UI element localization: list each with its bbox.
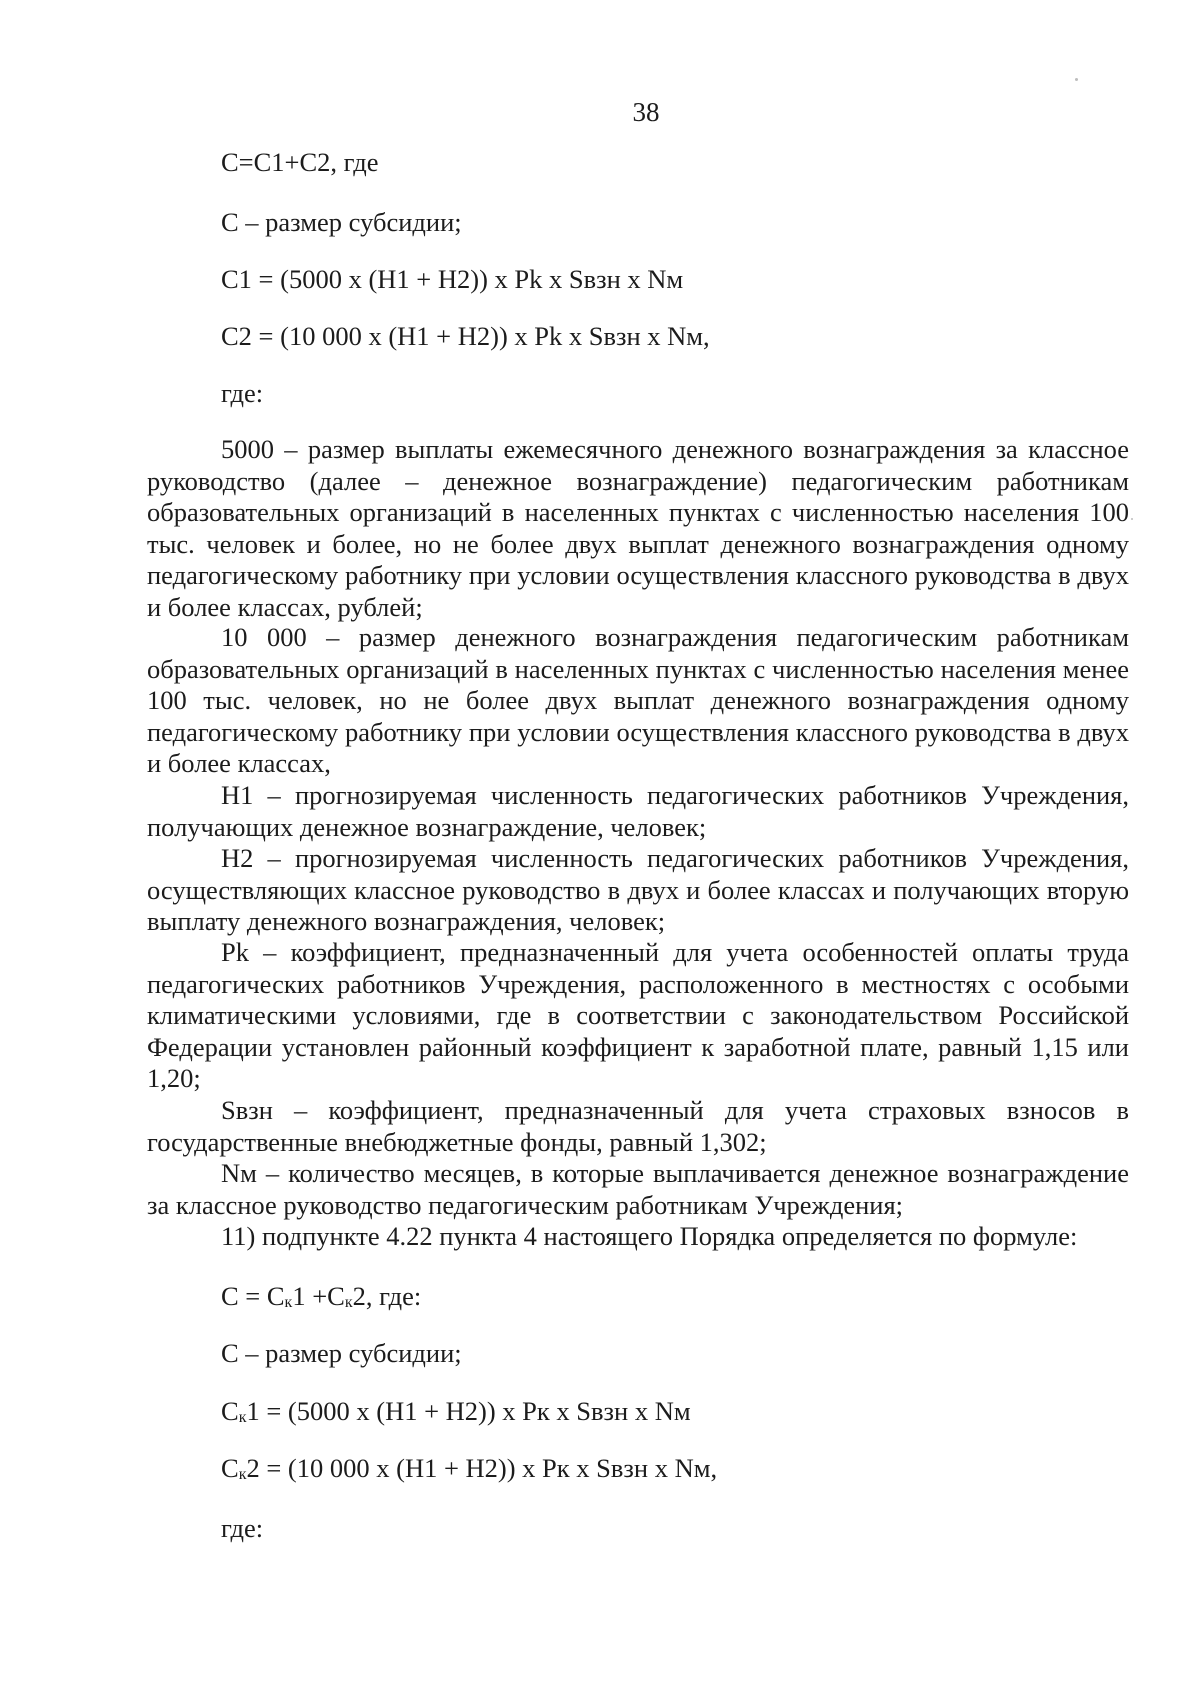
definition-sbzn: Sвзн – коэффициент, предназначенный для учета страховых взносов в государственные внебюджетные фонды, равный 1,302; <box>147 1095 1129 1157</box>
item-11: 11) подпункте 4.22 пункта 4 настоящего Порядка определяется по формуле: <box>221 1221 1078 1251</box>
definition-nm: Nм – количество месяцев, в которые выплачивается денежное вознаграждение за классное руководство педагогическим работникам Учреждения; <box>147 1158 1129 1220</box>
formula-c1: С1 = (5000 х (Н1 + Н2)) х Pk х Sвзн х Nм <box>221 264 684 294</box>
formula-ck1: $С_к1 = (5000$ х (Н1 + Н2)) х Рк х Sвзн х Nм <box>221 1396 691 1426</box>
where-label-2: где: <box>221 1513 264 1543</box>
scan-speck <box>1131 518 1133 520</box>
formula-c-k-main: $С = С_к1 +С_к2$, где: <box>221 1281 422 1311</box>
definition-h1: Н1 – прогнозируемая численность педагогических работников Учреждения, получающих денежное вознаграждение, человек; <box>147 780 1129 842</box>
formula-c2: С2 = (10 000 х (Н1 + Н2)) х Pk х Sвзн х Nм, <box>221 321 710 351</box>
where-label: где: <box>221 378 264 408</box>
definition-h2: Н2 – прогнозируемая численность педагогических работников Учреждения, осуществляющих классное руководство в двух и более классах и получающих вторую выплату денежного вознаграждения, человек; <box>147 843 1129 936</box>
page-number: 38 <box>632 97 660 127</box>
formula-c-main: С=С1+С2, где <box>221 147 379 177</box>
definition-c: С – размер субсидии; <box>221 207 462 237</box>
formula-ck2: $С_к2 = (10$ 000 х (Н1 + Н2)) х Рк х Sвзн х Nм, <box>221 1453 718 1483</box>
scan-speck <box>1075 78 1078 81</box>
definition-c-2: С – размер субсидии; <box>221 1338 462 1368</box>
definition-pk: Pk – коэффициент, предназначенный для учета особенностей оплаты труда педагогических работников Учреждения, расположенного в местностях с особыми климатическими условиями, где в соответствии с законодательством Российской Федерации установлен районный коэффициент к заработной плате, равный 1,15 или 1,20; <box>147 937 1129 1093</box>
definition-5000: 5000 – размер выплаты ежемесячного денежного вознаграждения за классное руководство (далее – денежное вознаграждение) педагогическим работникам образовательных организаций в населенных пунктах с численностью населения 100 тыс. человек и более, но не более двух выплат денежного вознаграждения одному педагогическому работнику при условии осуществления классного руководства в двух и более классах, рублей; <box>147 434 1129 622</box>
definition-10000: 10 000 – размер денежного вознаграждения педагогическим работникам образовательных организаций в населенных пунктах с численностью населения менее 100 тыс. человек, но не более двух выплат денежного вознаграждения одному педагогическому работнику при условии осуществления классного руководства в двух и более классах, <box>147 622 1129 778</box>
